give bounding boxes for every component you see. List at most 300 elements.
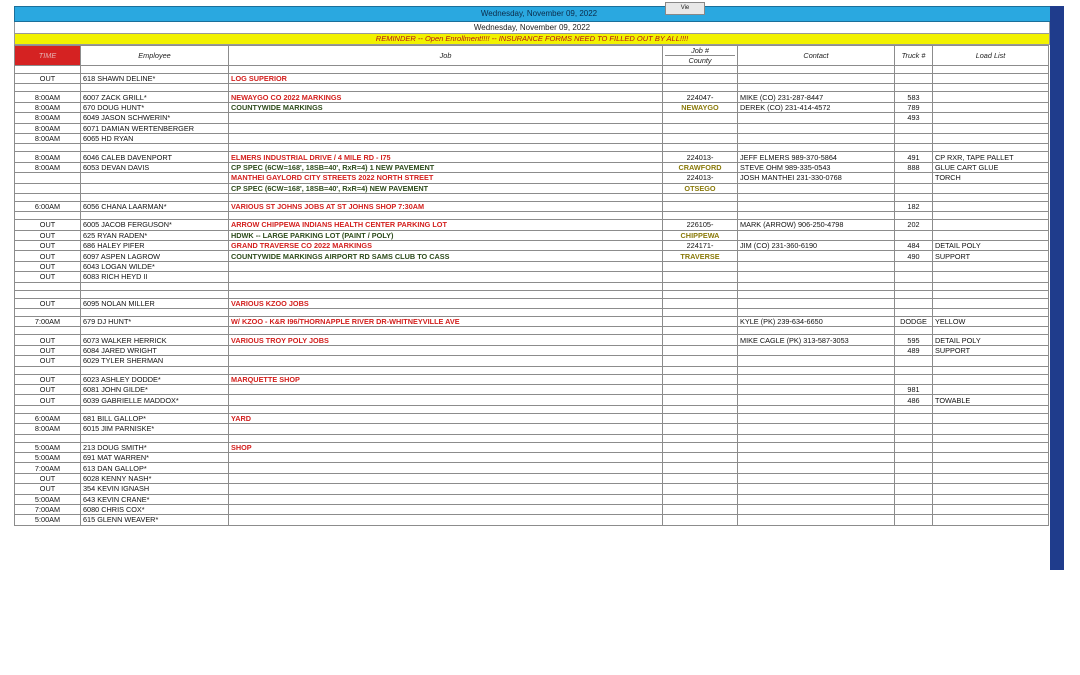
cell-load [933,298,1049,308]
cell-job: VARIOUS KZOO JOBS [229,298,663,308]
cell-employee: 6080 CHRIS COX* [81,504,229,514]
cell-job [229,327,663,335]
cell-load: SUPPORT [933,345,1049,355]
cell-employee: 6065 HD RYAN [81,133,229,143]
cell-time: OUT [15,395,81,405]
cell-employee [81,183,229,193]
cell-contact [738,123,895,133]
table-row [15,309,1049,317]
cell-job [229,463,663,473]
cell-time: 8:00AM [15,152,81,162]
cell-load: SUPPORT [933,251,1049,261]
cell-contact [738,395,895,405]
cell-jobno [663,282,738,290]
cell-time [15,193,81,201]
cell-employee: 681 BILL GALLOP* [81,413,229,423]
table-row [15,384,1049,394]
cell-contact [738,84,895,92]
cell-load [933,282,1049,290]
cell-job: W/ KZOO - K&R I96/THORNAPPLE RIVER DR-WHITNEYVILLE AVE [229,317,663,327]
cell-truck [895,133,933,143]
cell-contact: JEFF ELMERS 989-370-5864 [738,152,895,162]
cell-load: CP RXR, TAPE PALLET [933,152,1049,162]
cell-load [933,504,1049,514]
cell-job [229,494,663,504]
cell-employee [81,309,229,317]
cell-contact [738,405,895,413]
cell-job [229,452,663,462]
cell-jobno [663,484,738,494]
table-row [15,484,1049,494]
table-row [15,84,1049,92]
cell-jobno [663,327,738,335]
cell-contact [738,473,895,483]
cell-job [229,123,663,133]
cell-time: OUT [15,272,81,282]
cell-contact [738,356,895,366]
cell-load [933,463,1049,473]
cell-jobno [663,366,738,374]
cell-jobno [663,74,738,84]
cell-jobno [663,463,738,473]
cell-job [229,212,663,220]
cell-contact [738,424,895,434]
table-row [15,356,1049,366]
cell-employee: 679 DJ HUNT* [81,317,229,327]
schedule-table [14,45,1049,526]
cell-employee: 6028 KENNY NASH* [81,473,229,483]
cell-employee [81,327,229,335]
cell-job [229,366,663,374]
cell-truck [895,144,933,152]
cell-jobno [663,405,738,413]
table-row [15,230,1049,240]
cell-job [229,133,663,143]
cell-jobno: CHIPPEWA [663,230,738,240]
cell-truck: 583 [895,92,933,102]
cell-time: 6:00AM [15,201,81,211]
cell-contact: JOSH MANTHEI 231-330-0768 [738,173,895,183]
table-row [15,494,1049,504]
cell-time: 8:00AM [15,424,81,434]
cell-load [933,356,1049,366]
window-title: Wednesday, November 09, 2022 [480,9,598,18]
cell-time [15,173,81,183]
cell-contact [738,345,895,355]
cell-load: GLUE CART GLUE [933,162,1049,172]
cell-employee [81,193,229,201]
cell-job [229,484,663,494]
cell-job: CP SPEC (6CW=168', 18SB=40', RxR=4) 1 NEW PAVEMENT [229,162,663,172]
cell-employee: 6023 ASHLEY DODDE* [81,374,229,384]
cell-job: CP SPEC (6CW=168', 18SB=40', RxR=4) NEW PAVEMENT [229,183,663,193]
table-row [15,282,1049,290]
cell-time: 5:00AM [15,494,81,504]
cell-contact [738,261,895,271]
cell-load: TORCH [933,173,1049,183]
table-row [15,102,1049,112]
table-row [15,201,1049,211]
cell-load [933,220,1049,230]
cell-time [15,405,81,413]
cell-load [933,366,1049,374]
cell-jobno [663,356,738,366]
cell-job: SHOP [229,442,663,452]
cell-job: HDWK -- LARGE PARKING LOT (PAINT / POLY) [229,230,663,240]
date-line: Wednesday, November 09, 2022 [14,22,1050,33]
cell-time: OUT [15,220,81,230]
cell-employee: 6083 RICH HEYD II [81,272,229,282]
cell-job: MARQUETTE SHOP [229,374,663,384]
cell-load [933,424,1049,434]
cell-job: COUNTYWIDE MARKINGS [229,102,663,112]
cell-jobno [663,309,738,317]
cell-time: 5:00AM [15,442,81,452]
header-contact: Contact [738,46,895,66]
cell-load [933,515,1049,525]
cell-employee [81,84,229,92]
cell-time: OUT [15,335,81,345]
cell-jobno [663,123,738,133]
table-row [15,123,1049,133]
cell-employee: 670 DOUG HUNT* [81,102,229,112]
cell-truck [895,473,933,483]
table-row [15,395,1049,405]
cell-load [933,144,1049,152]
cell-jobno [663,473,738,483]
cell-truck [895,356,933,366]
table-row [15,424,1049,434]
cell-employee [81,405,229,413]
table-row [15,413,1049,423]
table-row [15,452,1049,462]
table-row [15,113,1049,123]
cell-employee [81,366,229,374]
cell-employee: 6043 LOGAN WILDE* [81,261,229,271]
cell-truck: 981 [895,384,933,394]
cell-time [15,144,81,152]
cell-jobno: 224013- [663,152,738,162]
cell-employee [81,173,229,183]
cell-time: 8:00AM [15,102,81,112]
cell-jobno [663,193,738,201]
cell-contact [738,442,895,452]
cell-time [15,84,81,92]
table-row [15,133,1049,143]
cell-load [933,84,1049,92]
cell-jobno: NEWAYGO [663,102,738,112]
cell-time: 5:00AM [15,452,81,462]
table-row [15,183,1049,193]
cell-load [933,212,1049,220]
cell-jobno: OTSEGO [663,183,738,193]
table-row [15,366,1049,374]
cell-employee [81,212,229,220]
cell-truck [895,74,933,84]
cell-time: 7:00AM [15,317,81,327]
cell-contact: MIKE CAGLE (PK) 313-587-3053 [738,335,895,345]
cell-truck [895,424,933,434]
cell-truck [895,183,933,193]
table-row [15,272,1049,282]
cell-truck [895,366,933,374]
cell-time: OUT [15,374,81,384]
table-row [15,345,1049,355]
cell-truck [895,413,933,423]
header-jobno-label: Job # [691,46,709,55]
cell-contact [738,504,895,514]
cell-contact: KYLE (PK) 239-634-6650 [738,317,895,327]
cell-jobno: 224171- [663,241,738,251]
cell-load [933,327,1049,335]
cell-truck: DODGE [895,317,933,327]
cell-time [15,290,81,298]
cell-truck: 182 [895,201,933,211]
cell-truck [895,309,933,317]
cell-contact [738,183,895,193]
cell-job [229,144,663,152]
cell-job [229,84,663,92]
cell-load [933,442,1049,452]
cell-contact [738,452,895,462]
cell-truck [895,484,933,494]
cell-job [229,282,663,290]
cell-truck [895,290,933,298]
cell-load [933,193,1049,201]
cell-load [933,473,1049,483]
cell-employee [81,66,229,74]
cell-jobno [663,144,738,152]
cell-load [933,74,1049,84]
table-row [15,405,1049,413]
cell-time: OUT [15,241,81,251]
header-jobno [663,46,738,66]
cell-load [933,261,1049,271]
cell-load [933,374,1049,384]
cell-jobno [663,345,738,355]
cell-contact [738,113,895,123]
cell-job: ARROW CHIPPEWA INDIANS HEALTH CENTER PARKING LOT [229,220,663,230]
cell-time: OUT [15,298,81,308]
cell-time: 7:00AM [15,504,81,514]
cell-contact [738,463,895,473]
cell-employee [81,290,229,298]
header-truck: Truck # [895,46,933,66]
cell-time [15,212,81,220]
table-row [15,335,1049,345]
cell-employee: 6046 CALEB DAVENPORT [81,152,229,162]
cell-jobno [663,272,738,282]
cell-job: VARIOUS ST JOHNS JOBS AT ST JOHNS SHOP 7:30AM [229,201,663,211]
table-row [15,162,1049,172]
cell-load [933,290,1049,298]
cell-jobno [663,317,738,327]
cell-employee: 6084 JARED WRIGHT [81,345,229,355]
cell-load [933,66,1049,74]
table-row [15,144,1049,152]
cell-jobno [663,413,738,423]
cell-job: MANTHEI GAYLORD CITY STREETS 2022 NORTH STREET [229,173,663,183]
table-row [15,251,1049,261]
cell-jobno: CRAWFORD [663,162,738,172]
cell-truck [895,84,933,92]
cell-jobno [663,424,738,434]
cell-truck: 595 [895,335,933,345]
cell-employee: 6007 ZACK GRILL* [81,92,229,102]
cell-jobno [663,113,738,123]
schedule-sheet [14,6,1062,526]
cell-time: OUT [15,384,81,394]
cell-load [933,113,1049,123]
cell-employee: 354 KEVIN IGNASH [81,484,229,494]
cell-job [229,113,663,123]
cell-employee: 6039 GABRIELLE MADDOX* [81,395,229,405]
table-row [15,220,1049,230]
cell-jobno: TRAVERSE [663,251,738,261]
cell-jobno [663,335,738,345]
cell-contact [738,74,895,84]
cell-truck: 484 [895,241,933,251]
cell-contact: STEVE OHM 989-335-0543 [738,162,895,172]
table-row [15,463,1049,473]
cell-job [229,515,663,525]
cell-time [15,327,81,335]
cell-load [933,133,1049,143]
cell-time: 8:00AM [15,162,81,172]
cell-job [229,504,663,514]
cell-contact [738,298,895,308]
cell-job [229,356,663,366]
cell-jobno [663,201,738,211]
cell-time: 8:00AM [15,113,81,123]
table-row [15,327,1049,335]
cell-load [933,452,1049,462]
cell-contact [738,494,895,504]
cell-contact [738,309,895,317]
cell-jobno [663,261,738,271]
cell-jobno: 224047- [663,92,738,102]
cell-time: OUT [15,345,81,355]
table-row [15,298,1049,308]
cell-job [229,434,663,442]
cell-truck: 486 [895,395,933,405]
cell-truck: 789 [895,102,933,112]
cell-load [933,413,1049,423]
cell-time [15,282,81,290]
cell-contact [738,290,895,298]
cell-jobno [663,515,738,525]
cell-contact [738,434,895,442]
cell-job [229,66,663,74]
cell-contact [738,144,895,152]
cell-employee: 6056 CHANA LAARMAN* [81,201,229,211]
cell-time: 5:00AM [15,515,81,525]
cell-time [15,434,81,442]
cell-jobno [663,212,738,220]
cell-jobno [663,494,738,504]
cell-jobno: 226105- [663,220,738,230]
cell-truck [895,230,933,240]
cell-truck [895,515,933,525]
cell-truck: 493 [895,113,933,123]
cell-job [229,309,663,317]
table-row [15,515,1049,525]
cell-time: OUT [15,261,81,271]
table-row [15,241,1049,251]
cell-load [933,405,1049,413]
cell-load: DETAIL POLY [933,335,1049,345]
table-row [15,173,1049,183]
cell-job: LOG SUPERIOR [229,74,663,84]
cell-job: NEWAYGO CO 2022 MARKINGS [229,92,663,102]
view-button[interactable]: Vie [665,2,705,15]
cell-employee: 6053 DEVAN DAVIS [81,162,229,172]
table-row [15,374,1049,384]
cell-employee: 615 GLENN WEAVER* [81,515,229,525]
header-load: Load List [933,46,1049,66]
table-row [15,152,1049,162]
cell-job [229,345,663,355]
cell-employee: 643 KEVIN CRANE* [81,494,229,504]
cell-job: ELMERS INDUSTRIAL DRIVE / 4 MILE RD - I75 [229,152,663,162]
cell-truck [895,504,933,514]
cell-time: OUT [15,473,81,483]
table-row [15,261,1049,271]
cell-employee: 6015 JIM PARNISKE* [81,424,229,434]
cell-contact [738,251,895,261]
schedule-rows [15,66,1049,526]
cell-time [15,309,81,317]
cell-truck: 490 [895,251,933,261]
cell-employee: 6081 JOHN GILDE* [81,384,229,394]
table-row [15,442,1049,452]
header-row [15,46,1049,66]
cell-time [15,183,81,193]
table-row [15,193,1049,201]
cell-jobno [663,504,738,514]
cell-time: OUT [15,484,81,494]
cell-truck [895,374,933,384]
cell-contact [738,230,895,240]
cell-load: TOWABLE [933,395,1049,405]
table-row [15,74,1049,84]
cell-employee: 6005 JACOB FERGUSON* [81,220,229,230]
cell-truck [895,442,933,452]
title-bar [14,6,1064,22]
cell-contact [738,484,895,494]
cell-truck: 202 [895,220,933,230]
cell-contact [738,133,895,143]
cell-time: 7:00AM [15,463,81,473]
cell-employee: 6095 NOLAN MILLER [81,298,229,308]
cell-load [933,384,1049,394]
cell-job: VARIOUS TROY POLY JOBS [229,335,663,345]
cell-time [15,66,81,74]
cell-employee: 6071 DAMIAN WERTENBERGER [81,123,229,133]
cell-jobno [663,298,738,308]
cell-truck [895,452,933,462]
cell-jobno [663,434,738,442]
cell-job: COUNTYWIDE MARKINGS AIRPORT RD SAMS CLUB TO CASS [229,251,663,261]
cell-employee: 613 DAN GALLOP* [81,463,229,473]
cell-truck: 888 [895,162,933,172]
reminder-banner: REMINDER -- Open Enrollment!!!! -- INSURANCE FORMS NEED TO FILLED OUT BY ALL!!!! [14,33,1050,45]
cell-contact [738,384,895,394]
cell-jobno: 224013- [663,173,738,183]
cell-job: GRAND TRAVERSE CO 2022 MARKINGS [229,241,663,251]
cell-employee: 625 RYAN RADEN* [81,230,229,240]
cell-jobno [663,452,738,462]
